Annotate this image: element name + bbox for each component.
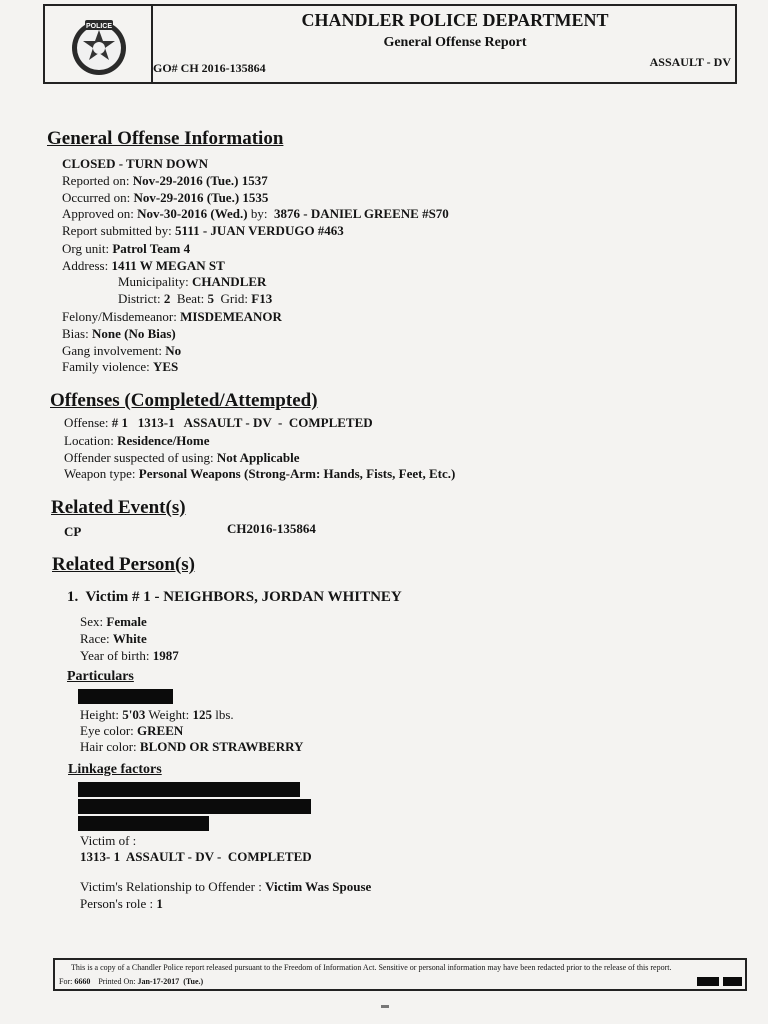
foia-notice: This is a copy of a Chandler Police report released pursuant to the Freedom of Information Act. Sensitive or personal information may have been redacted prior to the release of this report. <box>71 963 672 972</box>
approved-value: Nov-30-2016 (Wed.) <box>137 206 248 221</box>
header-offense-type: ASSAULT - DV <box>649 55 731 69</box>
grid-label: Grid: <box>214 291 252 306</box>
relationship-value: Victim Was Spouse <box>265 879 372 894</box>
grid-value: F13 <box>251 291 273 306</box>
approved-on-row <box>62 206 449 222</box>
occurred-label: Occurred on: <box>62 190 134 205</box>
role-label: Person's role : <box>80 896 157 911</box>
related-persons-heading: Related Person(s) <box>52 554 195 575</box>
bias-row <box>62 326 176 342</box>
suspected-value: Not Applicable <box>216 450 300 465</box>
org-label: Org unit: <box>62 241 113 256</box>
weight-value: 125 <box>192 707 212 722</box>
sex-label: Sex: <box>80 614 107 629</box>
go-number: GO# CH 2016-135864 <box>153 61 266 75</box>
approved-label: Approved on: <box>62 206 138 221</box>
municipality-value: CHANDLER <box>192 274 267 289</box>
submitted-label: Report submitted by: <box>62 223 176 238</box>
gang-value: No <box>165 343 182 358</box>
occurred-on-row <box>62 190 268 206</box>
sex-value: Female <box>106 614 147 629</box>
weapon-row <box>64 466 455 482</box>
scan-mark <box>381 1005 389 1008</box>
reported-label: Reported on: <box>62 173 133 188</box>
felony-label: Felony/Misdemeanor: <box>62 309 181 324</box>
event-type: CP <box>64 524 82 539</box>
year-of-birth-row <box>80 648 179 664</box>
gang-label: Gang involvement: <box>62 343 166 358</box>
beat-label: Beat: <box>170 291 208 306</box>
yob-label: Year of birth: <box>80 648 153 663</box>
weapon-label: Weapon type: <box>64 466 139 481</box>
redaction-bar <box>78 689 173 704</box>
general-offense-heading: General Offense Information <box>47 128 284 149</box>
hair-label: Hair color: <box>80 739 140 754</box>
address-label: Address: <box>62 258 112 273</box>
case-status: CLOSED - TURN DOWN <box>62 156 209 171</box>
approved-by-value: 3876 - DANIEL GREENE #S70 <box>273 206 449 221</box>
family-violence-row <box>62 359 178 375</box>
for-label: For: <box>59 977 75 986</box>
eye-color-row <box>80 723 183 739</box>
for-value: 6660 <box>74 977 91 986</box>
org-unit-row <box>62 241 190 257</box>
district-row <box>118 291 272 307</box>
occurred-value: Nov-29-2016 (Tue.) 1535 <box>133 190 269 205</box>
sex-row <box>80 614 147 630</box>
particulars-heading: Particulars <box>67 669 134 684</box>
submitted-by-row <box>62 223 344 239</box>
print-info <box>59 977 203 986</box>
offense-value: # 1 1313-1 ASSAULT - DV - COMPLETED <box>111 415 373 430</box>
logo-text: POLICE <box>85 23 113 30</box>
weight-unit: lbs. <box>211 707 234 722</box>
hair-color-row <box>80 739 303 755</box>
gang-row <box>62 343 181 359</box>
height-value: 5'03 <box>122 707 146 722</box>
linkage-factors-heading: Linkage factors <box>68 762 162 777</box>
report-subtitle: General Offense Report <box>383 35 527 50</box>
redaction-bar <box>723 977 742 986</box>
victim-title: 1. Victim # 1 - NEIGHBORS, JORDAN WHITNEY <box>67 589 402 605</box>
district-label: District: <box>118 291 164 306</box>
district-value: 2 <box>163 291 171 306</box>
persons-role-row <box>80 896 163 912</box>
printed-value: Jan-17-2017 (Tue.) <box>137 977 204 986</box>
location-label: Location: <box>64 433 118 448</box>
role-value: 1 <box>156 896 163 911</box>
relationship-label: Victim's Relationship to Offender : <box>80 879 266 894</box>
redaction-bar <box>78 799 311 814</box>
offense-label: Offense: <box>64 415 112 430</box>
redaction-bar <box>78 782 300 797</box>
race-value: White <box>112 631 147 646</box>
weapon-value: Personal Weapons (Strong-Arm: Hands, Fists, Feet, Etc.) <box>138 466 456 481</box>
hair-value: BLOND OR STRAWBERRY <box>139 739 304 754</box>
address-value: 1411 W MEGAN ST <box>111 258 225 273</box>
suspected-row <box>64 450 300 466</box>
redaction-bar <box>697 977 719 986</box>
municipality-row <box>118 274 266 290</box>
approved-by-label: by: <box>247 206 274 221</box>
reported-value: Nov-29-2016 (Tue.) 1537 <box>132 173 268 188</box>
report-footer <box>53 958 747 991</box>
yob-value: 1987 <box>152 648 179 663</box>
police-badge-logo <box>45 6 151 82</box>
report-header <box>43 4 737 84</box>
redaction-bar <box>78 816 209 831</box>
height-weight-row <box>80 707 234 723</box>
eye-label: Eye color: <box>80 723 138 738</box>
height-label: Height: <box>80 707 123 722</box>
offenses-heading: Offenses (Completed/Attempted) <box>50 390 318 411</box>
relationship-row <box>80 879 371 895</box>
suspected-label: Offender suspected of using: <box>64 450 217 465</box>
location-value: Residence/Home <box>117 433 210 448</box>
reported-on-row <box>62 173 268 189</box>
victim-of-value: 1313- 1 ASSAULT - DV - COMPLETED <box>80 849 312 864</box>
logo-cell <box>45 6 153 82</box>
race-row <box>80 631 147 647</box>
address-row <box>62 258 225 274</box>
family-label: Family violence: <box>62 359 153 374</box>
weight-label: Weight: <box>145 707 193 722</box>
family-value: YES <box>152 359 179 374</box>
bias-value: None (No Bias) <box>91 326 176 341</box>
eye-value: GREEN <box>137 723 184 738</box>
victim-of-label: Victim of : <box>80 833 137 848</box>
submitted-value: 5111 - JUAN VERDUGO #463 <box>175 223 344 238</box>
race-label: Race: <box>80 631 113 646</box>
felony-row <box>62 309 282 325</box>
org-value: Patrol Team 4 <box>112 241 191 256</box>
bias-label: Bias: <box>62 326 92 341</box>
felony-value: MISDEMEANOR <box>180 309 282 324</box>
municipality-label: Municipality: <box>118 274 193 289</box>
department-name: CHANDLER POLICE DEPARTMENT <box>301 10 609 30</box>
location-row <box>64 433 210 449</box>
beat-value: 5 <box>207 291 215 306</box>
printed-label: Printed On: <box>90 977 138 986</box>
event-number: CH2016-135864 <box>227 521 316 536</box>
related-events-heading: Related Event(s) <box>51 497 186 518</box>
offense-row <box>64 415 373 431</box>
